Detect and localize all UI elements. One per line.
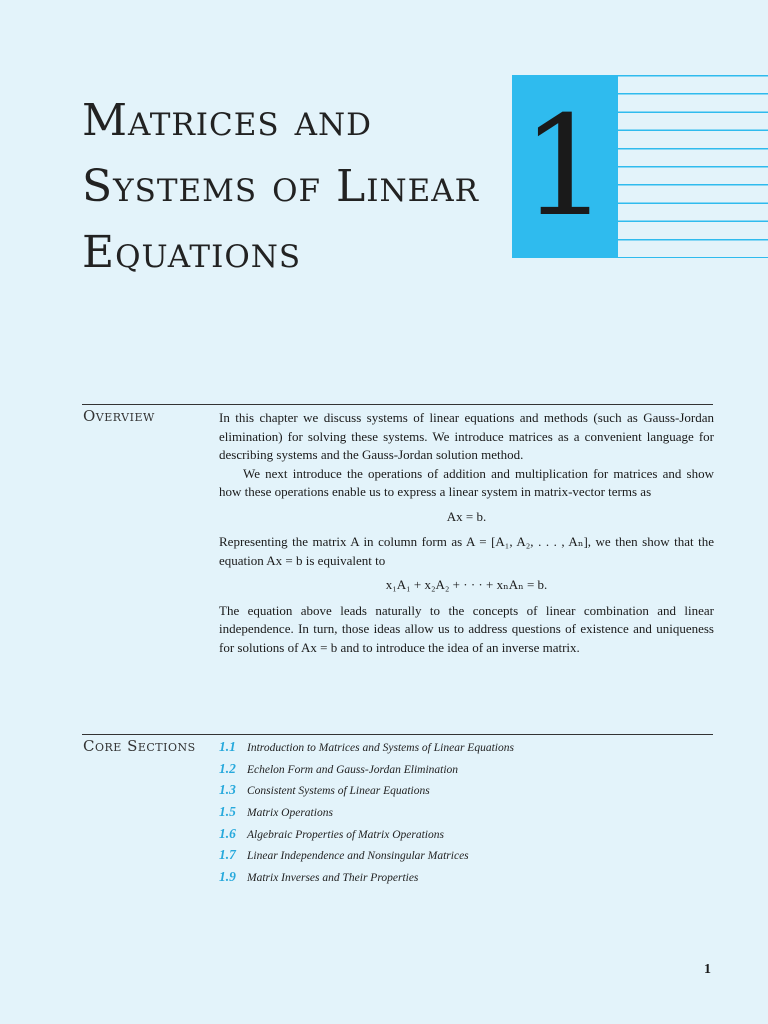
section-item <box>219 869 714 891</box>
overview-paragraph: The equation above leads naturally to the concepts of linear combination and linear independence. In turn, those ideas allow us to address questions of existence and uniqueness for solutions of Ax = b and to introduce the idea of an inverse matrix. <box>219 602 714 655</box>
equation: x₁A₁ + x₂A₂ + · · · + xₙAₙ = b. <box>385 577 548 592</box>
section-number: 1.6 <box>219 825 236 841</box>
section-item <box>219 847 714 869</box>
core-sections-divider <box>82 734 713 735</box>
chapter-title <box>82 88 502 286</box>
chapter-title-line: Matrices and <box>82 95 372 146</box>
chapter-title-line: Systems of Linear <box>82 161 479 212</box>
chapter-title-line: Equations <box>82 227 302 278</box>
overview-paragraph: In this chapter we discuss systems of linear equations and methods (such as Gauss-Jordan elimination) for solving these systems. We introduce matrices as a convenient language for describing systems and the Gauss-Jordan solution method. <box>219 410 714 462</box>
core-sections-list <box>219 739 714 891</box>
overview-divider <box>82 404 713 405</box>
section-item <box>219 761 714 783</box>
section-title: Echelon Form and Gauss-Jordan Elimination <box>247 763 459 776</box>
overview-paragraph: We next introduce the operations of addition and multiplication for matrices and show how these operations enable us to express a linear system in matrix-vector terms as <box>219 465 714 499</box>
section-title: Linear Independence and Nonsingular Matrices <box>247 850 469 863</box>
section-number: 1.7 <box>219 847 236 863</box>
section-item <box>219 782 714 804</box>
page-number: 1 <box>704 962 711 977</box>
section-item <box>219 804 714 826</box>
section-item <box>219 826 714 848</box>
section-number: 1.1 <box>219 739 236 754</box>
section-title: Introduction to Matrices and Systems of Linear Equations <box>247 742 514 754</box>
section-title: Matrix Operations <box>247 807 333 820</box>
section-number: 1.9 <box>219 869 236 885</box>
chapter-number-box <box>512 75 618 258</box>
equation: Ax = b. <box>446 508 487 524</box>
overview-text <box>219 409 714 657</box>
overview-label: Overview <box>83 407 155 425</box>
section-number: 1.3 <box>219 782 236 798</box>
core-sections-label: Core Sections <box>83 737 196 755</box>
chapter-number: 1 <box>521 85 609 247</box>
overview-paragraph: Representing the matrix A in column form as A = [A₁, A₂, . . . , Aₙ], we then show that the equation Ax = b is equivalent to <box>219 534 714 568</box>
section-title: Consistent Systems of Linear Equations <box>247 785 430 798</box>
section-number: 1.5 <box>219 804 236 820</box>
section-item <box>219 739 714 761</box>
section-title: Algebraic Properties of Matrix Operations <box>247 828 444 841</box>
section-title: Matrix Inverses and Their Properties <box>247 872 419 885</box>
section-number: 1.2 <box>219 760 236 776</box>
decorative-lines <box>618 75 768 258</box>
